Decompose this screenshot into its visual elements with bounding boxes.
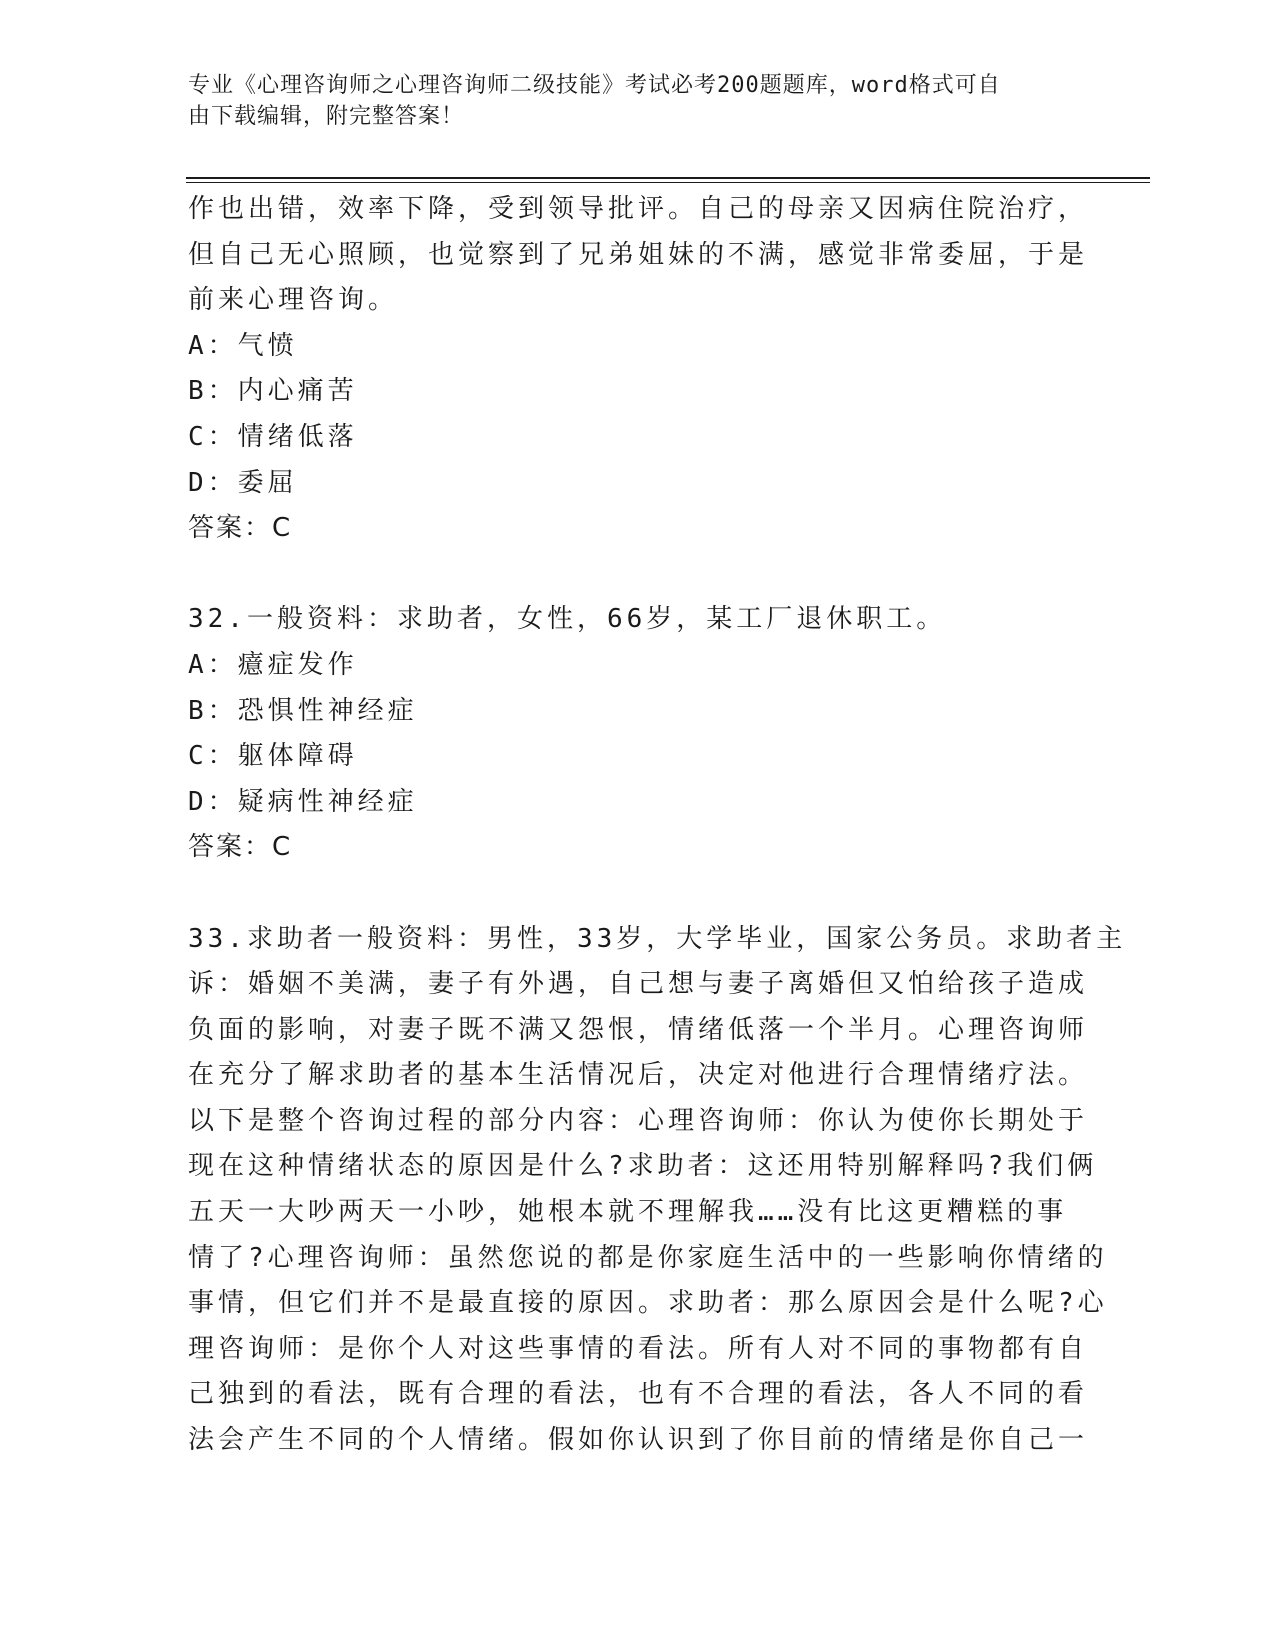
question-text-line: 五天一大吵两天一小吵，她根本就不理解我……没有比这更糟糕的事 — [188, 1197, 1068, 1228]
option-d: D：委屈 — [188, 467, 298, 498]
question-text-line: 以下是整个咨询过程的部分内容：心理咨询师：你认为使你长期处于 — [188, 1105, 1089, 1136]
option-b: B：恐惧性神经症 — [188, 695, 418, 726]
question-text-line: 33.求助者一般资料：男性，33岁，大学毕业，国家公务员。求助者主 — [188, 923, 1127, 954]
question-text-line: 事情，但它们并不是最直接的原因。求助者：那么原因会是什么呢?心 — [188, 1288, 1108, 1319]
question-text-line: 前来心理咨询。 — [188, 285, 399, 316]
question-text-line: 在充分了解求助者的基本生活情况后，决定对他进行合理情绪疗法。 — [188, 1060, 1089, 1091]
question-text-line: 诉：婚姻不美满，妻子有外遇，自己想与妻子离婚但又怕给孩子造成 — [188, 969, 1089, 1000]
document-header — [188, 70, 1088, 132]
answer-label: 答案：C — [188, 513, 293, 544]
option-c: C：躯体障碍 — [188, 741, 358, 772]
option-b: B：内心痛苦 — [188, 376, 358, 407]
question-33-text — [188, 917, 1127, 1464]
question-text-line: 情了?心理咨询师：虽然您说的都是你家庭生活中的一些影响你情绪的 — [188, 1242, 1108, 1273]
header-divider-thin — [186, 182, 1150, 183]
answer-label: 答案：C — [188, 832, 293, 863]
question-text-line: 但自己无心照顾，也觉察到了兄弟姐妹的不满，感觉非常委屈，于是 — [188, 239, 1089, 270]
spacer — [188, 552, 1088, 598]
option-c: C：情绪低落 — [188, 421, 358, 452]
question-text-line: 作也出错，效率下降，受到领导批评。自己的母亲又因病住院治疗， — [188, 194, 1089, 224]
option-a: A：气愤 — [188, 330, 298, 361]
question-text-line: 负面的影响，对妻子既不满又怨恨，情绪低落一个半月。心理咨询师 — [188, 1014, 1089, 1045]
question-text-line: 理咨询师：是你个人对这些事情的看法。所有人对不同的事物都有自 — [188, 1333, 1089, 1364]
question-text-line: 己独到的看法，既有合理的看法，也有不合理的看法，各人不同的看 — [188, 1379, 1089, 1410]
question-text-line: 法会产生不同的个人情绪。假如你认识到了你目前的情绪是你自己一 — [188, 1425, 1089, 1456]
question-31-continuation — [188, 187, 1088, 324]
option-a: A：癔症发作 — [188, 649, 358, 680]
header-line-2: 由下载编辑，附完整答案！ — [188, 104, 465, 129]
spacer — [188, 871, 1088, 917]
option-d: D：疑病性神经症 — [188, 786, 418, 817]
document-body — [188, 187, 1127, 1464]
question-text-line: 现在这种情绪状态的原因是什么?求助者：这还用特别解释吗?我们俩 — [188, 1151, 1098, 1182]
header-divider-thick — [186, 177, 1150, 179]
question-32-text: 32.一般资料：求助者，女性，66岁，某工厂退休职工。 — [188, 604, 947, 635]
header-line-1: 专业《心理咨询师之心理咨询师二级技能》考试必考200题题库，word格式可自 — [188, 73, 1001, 98]
